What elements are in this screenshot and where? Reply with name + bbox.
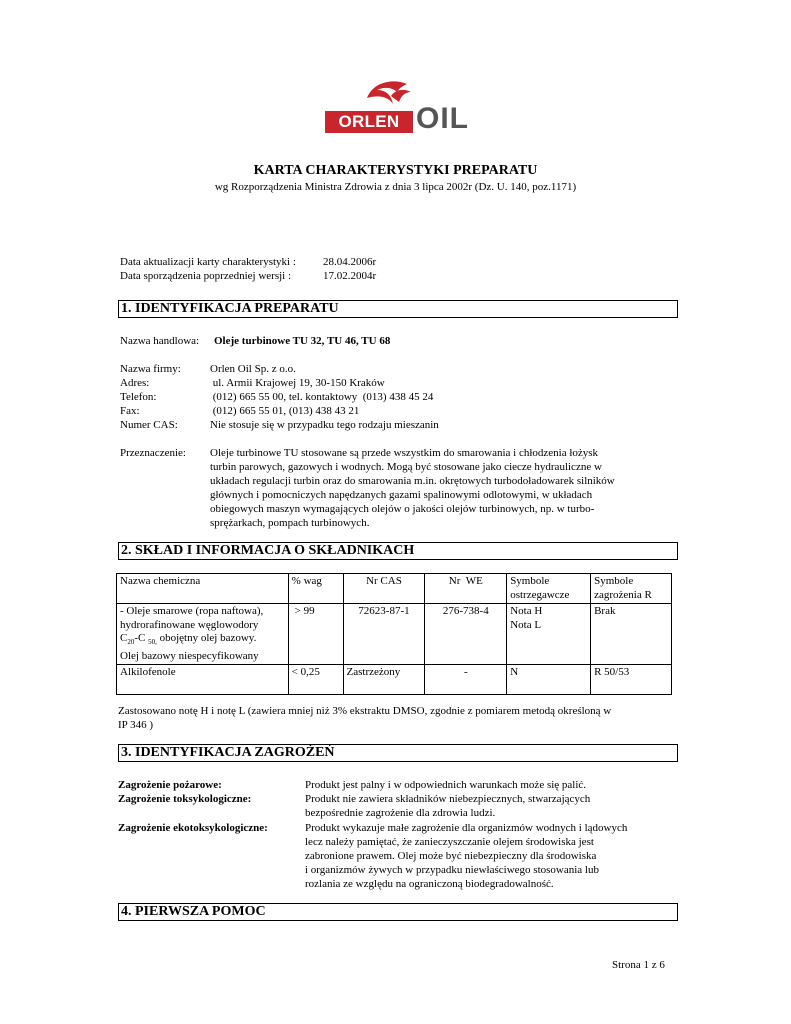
company-label: Nazwa firmy: [120, 363, 181, 375]
symbols-cell: N [507, 665, 591, 695]
r-cell: R 50/53 [591, 665, 672, 695]
logo-orlen-box [325, 111, 413, 133]
address-value: ul. Armii Krajowej 19, 30-150 Kraków [210, 377, 385, 389]
cas-cell: Zastrzeżony [343, 665, 425, 695]
previous-date-label: Data sporządzenia poprzedniej wersji : [120, 270, 292, 282]
orlen-oil-logo [325, 76, 475, 136]
logo-orlen-text: ORLEN [338, 112, 400, 131]
cas-label: Numer CAS: [120, 419, 178, 431]
company-value: Orlen Oil Sp. z o.o. [210, 363, 296, 375]
section-1-heading: 1. IDENTYFIKACJA PREPARATU [118, 300, 678, 318]
cell-line: Nota L [510, 618, 542, 631]
tox-hazard-label: Zagrożenie toksykologiczne: [118, 793, 252, 805]
eco-line: zabronione prawem. Olej może być niebezpieczny dla środowiska [305, 850, 597, 862]
bird-icon [363, 76, 413, 116]
formula-rest: obojętny olej bazowy. [156, 632, 257, 644]
purpose-line: obiegowych maszyn wymagających olejów o jakości olejów turbinowych, np. w turbo- [210, 503, 595, 515]
note-line: Zastosowano notę H i notę L (zawiera mniej niż 3% ekstraktu DMSO, zgodnie z pomiarem metodą określoną w [118, 705, 612, 717]
document-subtitle: wg Rozporządzenia Ministra Zdrowia z dnia 3 lipca 2002r (Dz. U. 140, poz.1171) [214, 181, 577, 193]
purpose-line: turbin parowych, gazowych i wodnych. Mogą być stosowane jako ciecze hydrauliczne w [210, 461, 602, 473]
formula-sub: 50, [148, 638, 157, 647]
section-4-heading: 4. PIERWSZA POMOC [118, 903, 678, 921]
trade-name-value: Oleje turbinowe TU 32, TU 46, TU 68 [214, 335, 391, 347]
wag-cell: < 0,25 [288, 665, 343, 695]
col-header: Nr WE [425, 574, 507, 604]
page-number: Strona 1 z 6 [612, 959, 665, 971]
table-row [117, 665, 672, 695]
col-header: Nr CAS [343, 574, 425, 604]
note-line: IP 346 ) [118, 719, 154, 731]
phone-label: Telefon: [120, 391, 157, 403]
cell-line: Olej bazowy niespecyfikowany [120, 649, 259, 662]
cell-line: Nota H [510, 605, 543, 617]
tox-line: bezpośrednie zagrożenie dla zdrowia ludzi. [305, 807, 496, 819]
purpose-line: układach regulacji turbin oraz do smarowania m.in. okrętowych turbodoładowarek silników [210, 475, 615, 487]
fax-value: (012) 665 55 01, (013) 438 43 21 [210, 405, 360, 417]
col-header: Nazwa chemiczna [117, 574, 289, 604]
purpose-text [210, 446, 615, 530]
purpose-line: głównych i pomocniczych napędzanych gazami spalinowymi odlotowymi, w układach [210, 489, 593, 501]
chemical-name-cell: Alkilofenole [117, 665, 289, 695]
formula-sub: 20 [127, 638, 135, 647]
eco-line: lecz należy pamiętać, że zanieczyszczanie olejem środowiska jest [305, 836, 594, 848]
trade-name-label: Nazwa handlowa: [120, 335, 200, 347]
chemical-name-cell [117, 604, 289, 665]
section-2-heading: 2. SKŁAD I INFORMACJA O SKŁADNIKACH [118, 542, 678, 560]
section-3-heading: 3. IDENTYFIKACJA ZAGROŻEŃ [118, 744, 678, 762]
col-header: % wag [288, 574, 343, 604]
cas-value: Nie stosuje się w przypadku tego rodzaju mieszanin [210, 419, 439, 431]
update-date-value: 28.04.2006r [323, 256, 377, 268]
tox-hazard-text [305, 792, 590, 820]
eco-hazard-text [305, 821, 627, 891]
wag-cell: > 99 [288, 604, 343, 665]
cas-cell: 72623-87-1 [343, 604, 425, 665]
tox-line: Produkt nie zawiera składników niebezpiecznych, stwarzających [305, 793, 591, 805]
symbols-cell [507, 604, 591, 665]
cell-line: hydrorafinowane węglowodory [120, 618, 259, 631]
table-row [117, 604, 672, 665]
previous-date-value: 17.02.2004r [323, 270, 377, 282]
purpose-label: Przeznaczenie: [120, 447, 186, 459]
fire-hazard-text: Produkt jest palny i w odpowiednich warunkach może się palić. [305, 779, 587, 791]
we-cell: - [425, 665, 507, 695]
eco-line: i organizmów żywych w przypadku niewłaściwego stosowania lub [305, 864, 599, 876]
we-cell: 276-738-4 [425, 604, 507, 665]
formula-mid: -C [134, 632, 149, 644]
cell-line [120, 632, 285, 650]
r-cell: Brak [591, 604, 672, 665]
update-date-label: Data aktualizacji karty charakterystyki : [120, 256, 296, 268]
formula-c: C [120, 632, 128, 644]
purpose-line: sprężarkach, pompach turbinowych. [210, 517, 370, 529]
composition-note [118, 704, 678, 732]
col-header: Symbole zagrożenia R [591, 574, 672, 604]
logo-oil-text: OIL [416, 102, 469, 135]
purpose-line: Oleje turbinowe TU stosowane są przede wszystkim do smarowania i chłodzenia łożysk [210, 447, 599, 459]
table-header-row [117, 574, 672, 604]
address-label: Adres: [120, 377, 150, 389]
cell-line: - Oleje smarowe (ropa naftowa), [120, 605, 264, 617]
fire-hazard-label: Zagrożenie pożarowe: [118, 779, 222, 791]
eco-line: rozlania ze względu na ograniczoną biodegradowalność. [305, 878, 554, 890]
eco-line: Produkt wykazuje małe zagrożenie dla organizmów wodnych i lądowych [305, 822, 628, 834]
fax-label: Fax: [120, 405, 140, 417]
eco-hazard-label: Zagrożenie ekotoksykologiczne: [118, 822, 268, 834]
col-header: Symbole ostrzegawcze [507, 574, 591, 604]
phone-value: (012) 665 55 00, tel. kontaktowy (013) 438 45 24 [210, 391, 434, 403]
document-title: KARTA CHARAKTERYSTYKI PREPARATU [253, 163, 538, 178]
composition-table [116, 573, 672, 695]
